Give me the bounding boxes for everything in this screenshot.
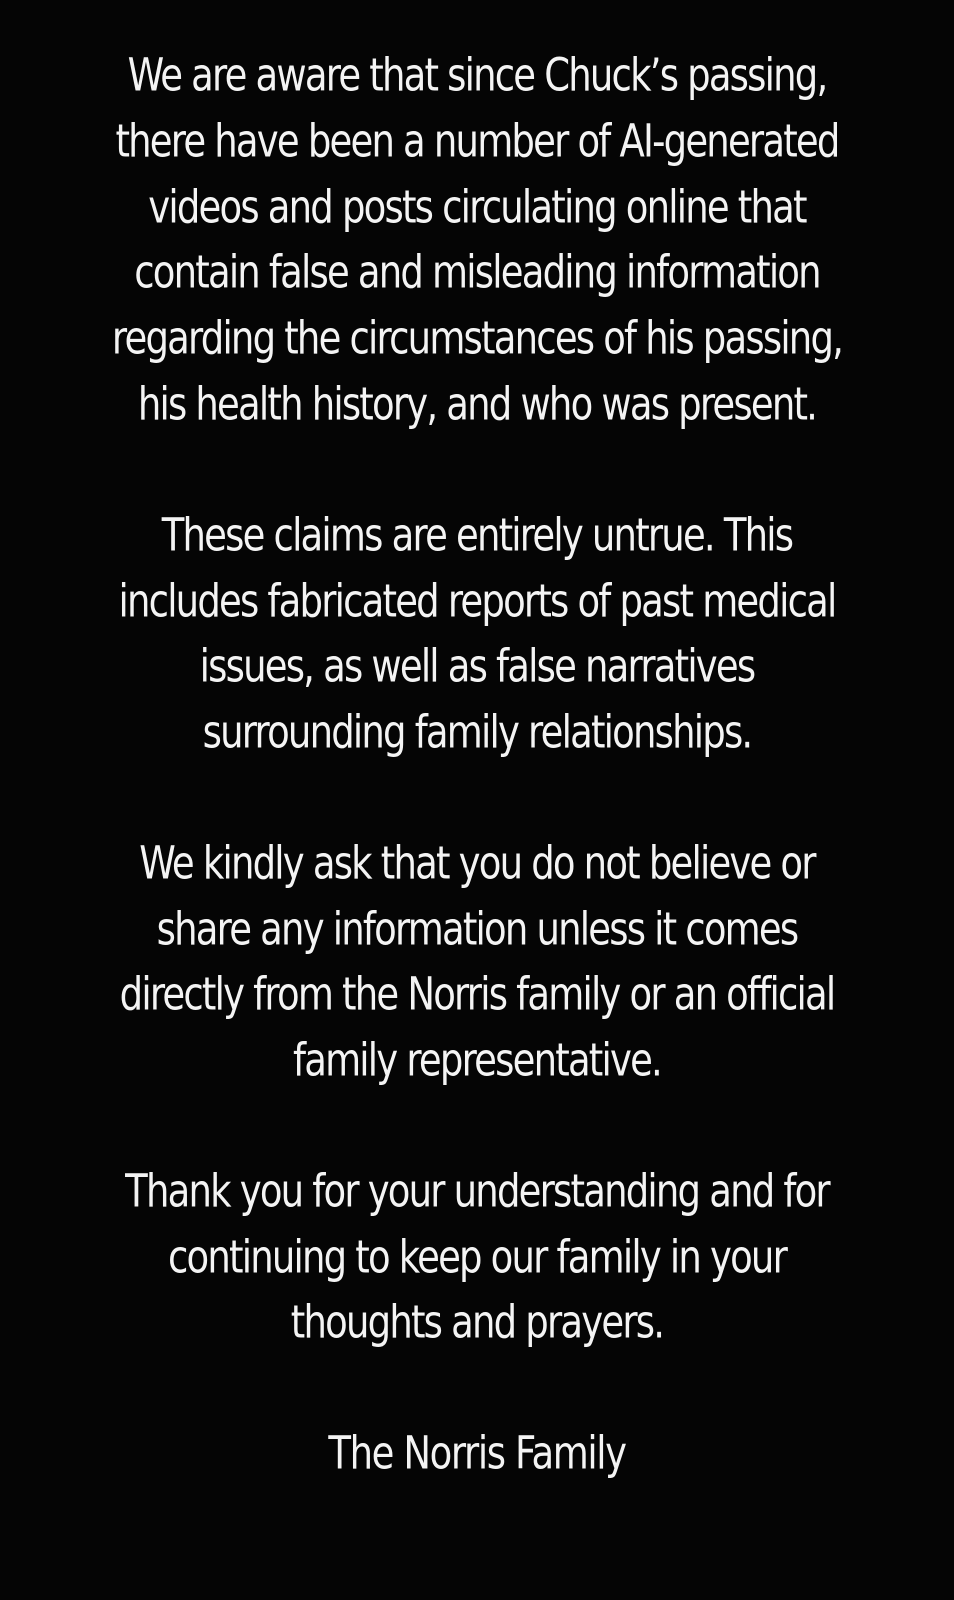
statement-line: These claims are entirely untrue. This [161, 509, 793, 562]
statement-line: includes fabricated reports of past medical [118, 575, 836, 628]
statement-line: share any information unless it comes [156, 903, 798, 956]
statement-line: videos and posts circulating online that [148, 181, 806, 234]
statement-line: Thank you for your understanding and for [125, 1165, 829, 1218]
statement-line: surrounding family relationships. [202, 706, 752, 759]
statement-line: contain false and misleading information [134, 246, 820, 299]
statement-line: family representative. [292, 1034, 662, 1087]
statement-line: We kindly ask that you do not believe or [139, 837, 815, 890]
statement-line: there have been a number of AI-generated [115, 115, 839, 168]
statement-line: We are aware that since Chuck’s passing, [127, 49, 827, 102]
statement-line: issues, as well as false narratives [199, 640, 755, 693]
statement-line: his health history, and who was present. [137, 378, 817, 431]
statement-line: regarding the circumstances of his passing, [111, 312, 843, 365]
statement-line: continuing to keep our family in your [168, 1231, 786, 1284]
statement-line: thoughts and prayers. [290, 1296, 664, 1349]
statement-line: directly from the Norris family or an official [119, 968, 835, 1021]
signature: The Norris Family [328, 1427, 626, 1480]
